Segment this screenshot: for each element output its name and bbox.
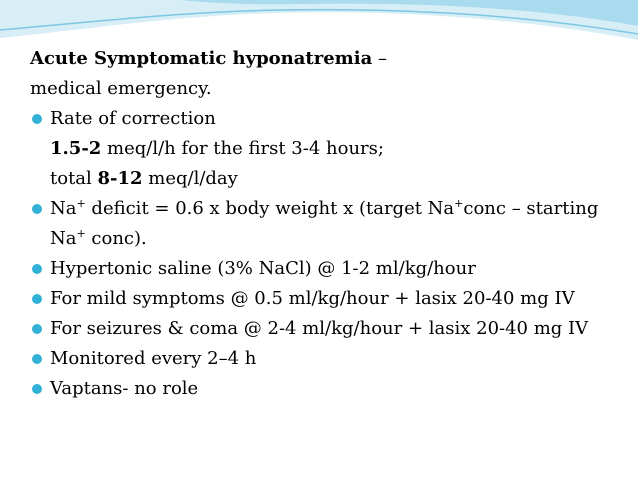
bullet-text: For mild symptoms @ 0.5 ml/kg/hour + lasix 20-40 mg IV — [50, 288, 575, 309]
heading-dash: – — [372, 48, 387, 69]
bullet-icon — [32, 264, 42, 274]
bullet-icon — [32, 354, 42, 364]
bullet-text: Hypertonic saline (3% NaCl) @ 1-2 ml/kg/hour — [50, 258, 476, 279]
bullet-icon — [32, 114, 42, 124]
bullet-item — [30, 254, 630, 284]
bullet-text: Rate of correction — [50, 108, 216, 129]
slide-subtitle: medical emergency. — [30, 78, 212, 99]
bullet-item — [30, 104, 630, 134]
bullet-text: Monitored every 2–4 h — [50, 348, 257, 369]
correction-rate-text: meq/l/h for the first 3-4 hours; — [101, 138, 384, 159]
bullet-item — [30, 314, 630, 344]
bullet-icon — [32, 324, 42, 334]
correction-rate-value: 1.5-2 — [50, 138, 102, 159]
correction-total-prefix: total — [50, 168, 98, 189]
sodium-deficit-formula: Na+ deficit = 0.6 x body weight x (target Na+conc – starting Na+ conc). — [50, 197, 599, 249]
heading-title: Acute Symptomatic hyponatremia — [30, 48, 373, 69]
correction-rate-line — [30, 134, 630, 164]
bullet-icon — [32, 204, 42, 214]
correction-total-line — [30, 164, 630, 194]
bullet-icon — [32, 384, 42, 394]
bullet-item — [30, 284, 630, 314]
slide-heading — [30, 44, 630, 74]
bullet-icon — [32, 294, 42, 304]
correction-total-text: meq/l/day — [142, 168, 238, 189]
correction-total-value: 8-12 — [97, 168, 143, 189]
bullet-item — [30, 374, 630, 404]
bullet-text: For seizures & coma @ 2-4 ml/kg/hour + lasix 20-40 mg IV — [50, 318, 589, 339]
bullet-text: Vaptans- no role — [50, 378, 199, 399]
bullet-item — [30, 194, 630, 254]
slide-content — [30, 44, 630, 404]
bullet-item — [30, 344, 630, 374]
